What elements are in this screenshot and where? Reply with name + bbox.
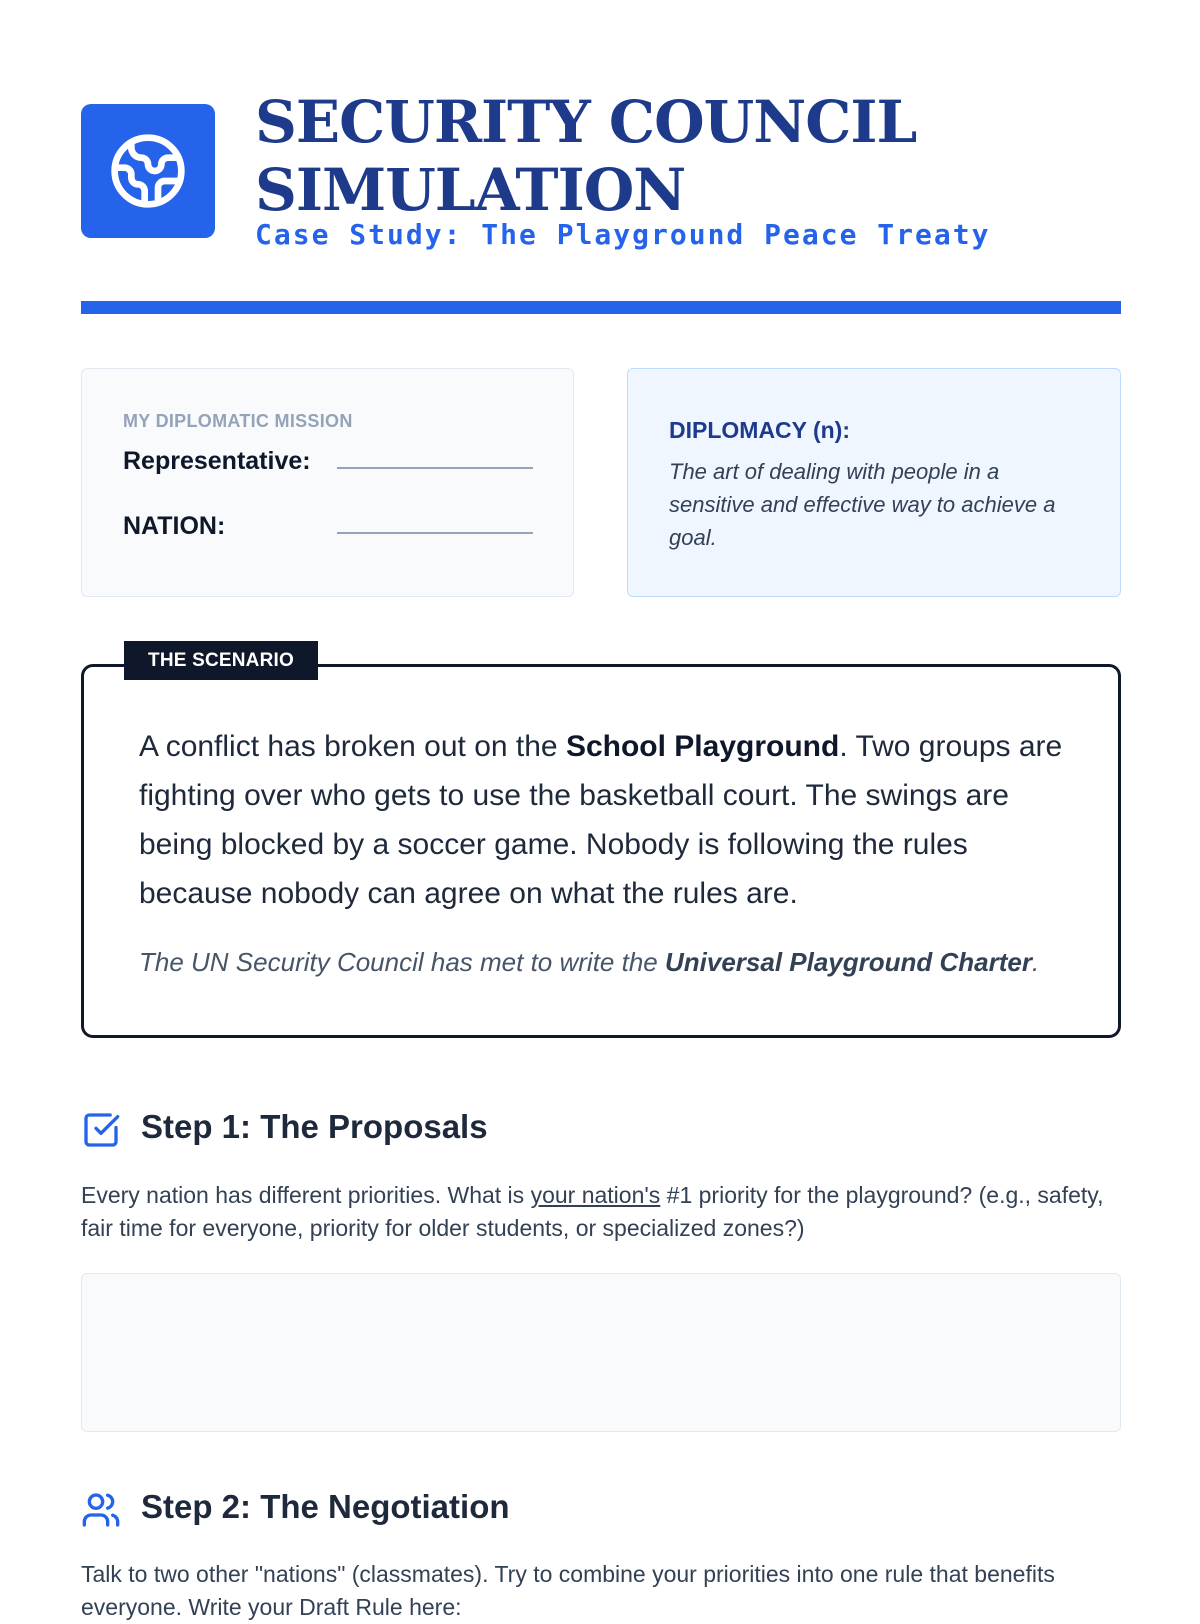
step-1-desc-underline: your nation's — [530, 1182, 661, 1208]
checkbox-icon — [81, 1110, 121, 1150]
page-subtitle: Case Study: The Playground Peace Treaty — [255, 218, 991, 251]
page-title — [255, 88, 916, 224]
step-1-title: Step 1: The Proposals — [141, 1108, 488, 1145]
scenario-text-start: A conflict has broken out on the — [139, 730, 566, 763]
nation-field[interactable] — [337, 532, 533, 534]
scenario-box — [81, 664, 1121, 1038]
scenario-tag: THE SCENARIO — [124, 641, 318, 680]
scenario-text-bold: School Playground — [565, 730, 840, 763]
step-2-description: Talk to two other "nations" (classmates). Try to combine your priorities into one rule that benefits everyone. Write your Draft Rule here: — [81, 1561, 1055, 1620]
scenario-note-end: . — [1031, 947, 1040, 977]
step-2-title: Step 2: The Negotiation — [141, 1488, 510, 1525]
header-divider — [81, 301, 1121, 314]
scenario-text — [139, 722, 1079, 918]
title-line-1: SECURITY COUNCIL — [255, 88, 917, 156]
scenario-note-start: The UN Security Council has met to write the — [139, 947, 665, 977]
scenario-note-bold: Universal Playground Charter — [664, 947, 1032, 977]
mission-card — [81, 368, 574, 597]
representative-label: Representative: — [123, 447, 311, 475]
definition-term: DIPLOMACY (n): — [669, 417, 851, 443]
scenario-note — [139, 947, 1079, 978]
mission-heading: MY DIPLOMATIC MISSION — [123, 411, 353, 431]
globe-icon — [108, 131, 188, 211]
users-icon — [81, 1490, 121, 1530]
definition-card — [627, 368, 1121, 597]
step-1-desc-start: Every nation has different priorities. What is — [81, 1182, 531, 1208]
step-1-description — [81, 1179, 1121, 1245]
step-1-desc-end: #1 priority for the playground? (e.g., safety, fair time for everyone, priority for older students, or specialized zones?) — [81, 1182, 1104, 1241]
logo-badge — [81, 104, 215, 238]
step-1-answer-box[interactable] — [81, 1273, 1121, 1432]
title-line-2: SIMULATION — [255, 156, 686, 224]
representative-field[interactable] — [337, 467, 533, 469]
header — [81, 88, 1121, 264]
scenario-text-end: . Two groups are fighting over who gets to use the basketball court. The swings are being blocked by a soccer game. Nobody is following the rules because nobody can agree on what the rules are. — [139, 730, 1063, 910]
nation-label: NATION: — [123, 512, 226, 540]
definition-text: The art of dealing with people in a sensitive and effective way to achieve a goal. — [669, 459, 1056, 550]
